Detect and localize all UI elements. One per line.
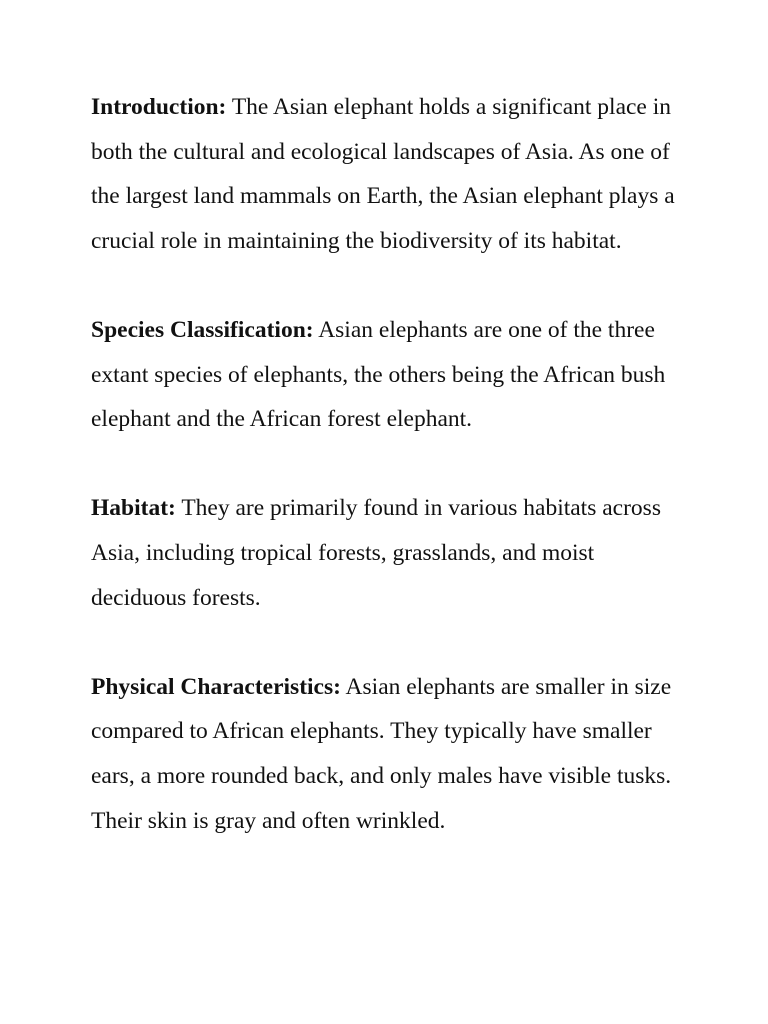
introduction-paragraph	[91, 85, 681, 263]
physical-characteristics-text: Asian elephants are smaller in size compared to African elephants. They typically have smaller ears, a more rounded back, and only males have visible tusks. Their skin is gray and often wrinkled.	[91, 673, 672, 834]
introduction-heading: Introduction:	[91, 94, 227, 120]
document-page	[91, 85, 681, 888]
physical-characteristics-heading: Physical Characteristics:	[91, 673, 341, 700]
species-classification-text: Asian elephants are one of the three extant species of elephants, the others being the African bush elephant and the African forest elephant.	[91, 316, 666, 433]
species-classification-paragraph	[91, 308, 681, 442]
physical-characteristics-paragraph	[91, 665, 681, 843]
habitat-heading: Habitat:	[91, 495, 176, 522]
habitat-paragraph	[91, 486, 681, 620]
introduction-text: The Asian elephant holds a significant place in both the cultural and ecological landscapes of Asia. As one of the largest land mammals on Earth, the Asian elephant plays a crucial role in maintaining the biodiversity of its habitat.	[91, 94, 675, 254]
habitat-text: They are primarily found in various habitats across Asia, including tropical forests, grasslands, and moist deciduous forests.	[91, 495, 661, 611]
species-classification-heading: Species Classification:	[91, 316, 314, 343]
